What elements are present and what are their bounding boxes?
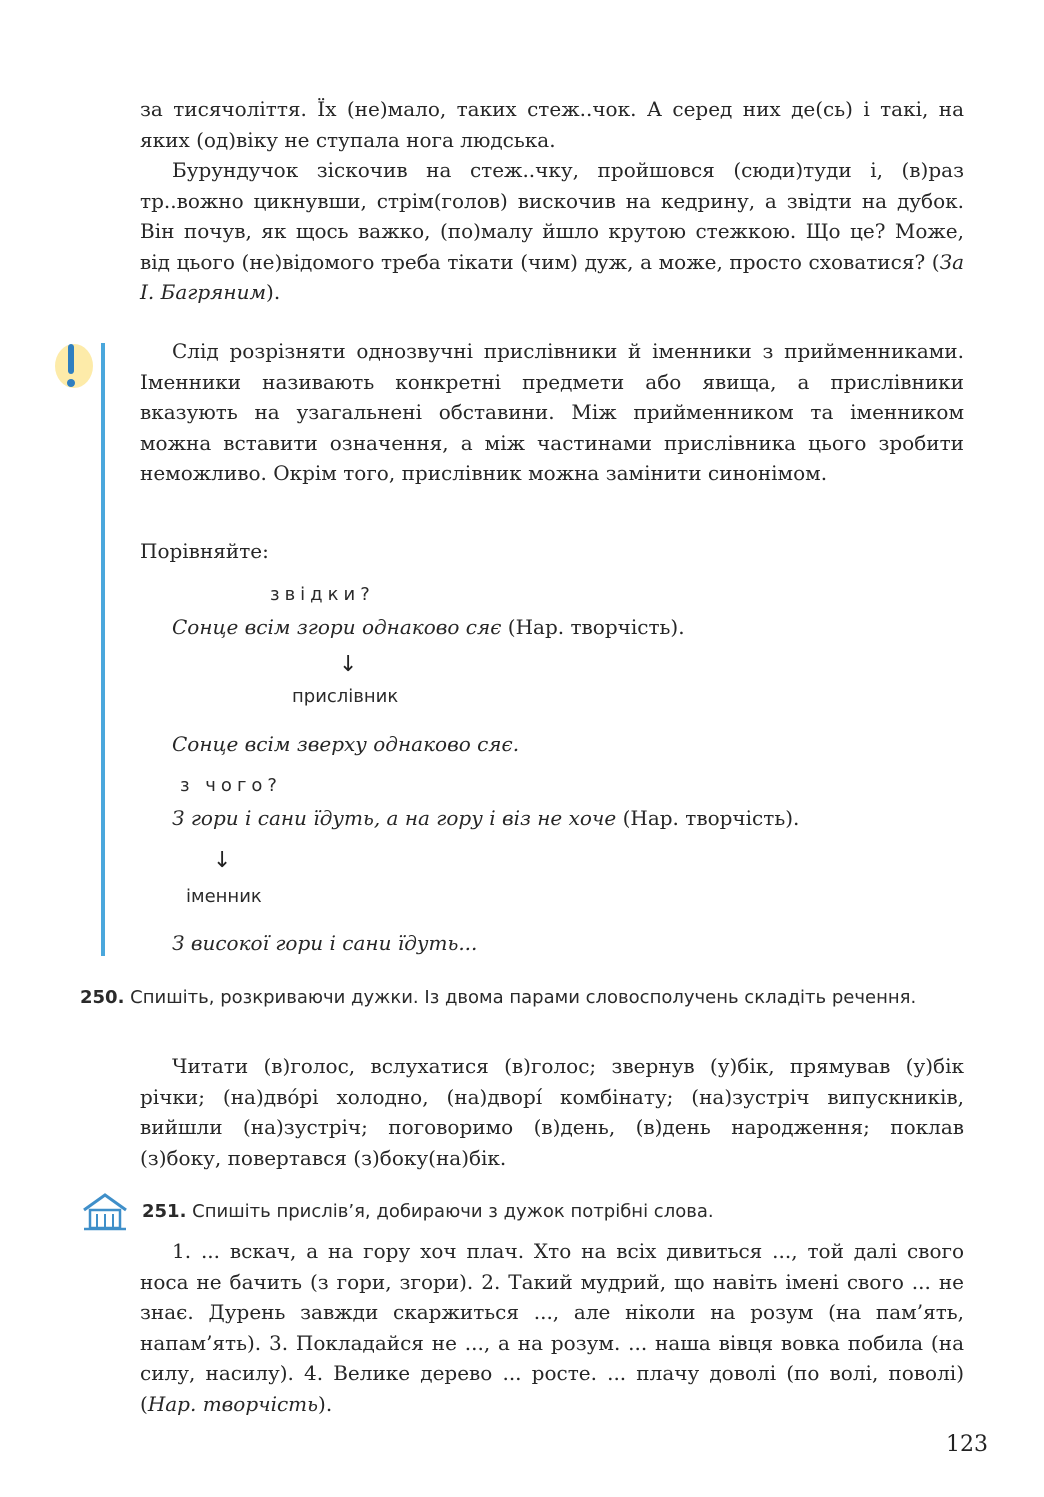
task-251-source: Нар. творчість	[147, 1391, 319, 1416]
rule-text: Слід розрізняти однозвучні прислівники й іменники з прийменниками. Іменники називають конкретні предмети або явища, а прислівники вказують на узагальнені обставини. Між прийменником та іменником можна вставити означення, а між частинами прислівника цього зробити неможливо. Окрім того, прислівник можна замінити синонімом.	[140, 339, 964, 485]
homework-house-icon	[80, 1192, 130, 1232]
rule-accent-bar	[101, 343, 105, 956]
task-250-text: Читати (в)голос, вслухатися (в)голос; звернув (у)бік, прямував (у)бік річки; (на)двóрі холодно, (на)дворí комбінату; (на)зустріч випускників, вийшли (на)зустріч; поговоримо (в)день, (в)день народження; поклав (з)боку, повертався (з)боку(на)бік.	[140, 1054, 964, 1170]
example-1: Сонце всім згори однаково сяє (Нар. творчість).	[172, 615, 685, 639]
arrow-down-icon: ↓	[339, 652, 358, 677]
example-2: Сонце всім зверху однаково сяє.	[172, 732, 520, 756]
compare-label: Порівняйте:	[140, 539, 269, 563]
task-250-number: 250.	[80, 987, 125, 1008]
task-250-heading	[80, 984, 964, 1011]
task-251-instruction: Спишіть прислів’я, добираючи з дужок потрібні слова.	[192, 1201, 714, 1222]
question-from-what: з чого?	[180, 775, 282, 796]
task-251-heading	[142, 1198, 964, 1225]
task-251-text: 1. ... вскач, а на гору хоч плач. Хто на всіх дивиться ..., той далі свого носа не бачить (з гори, згори). 2. Такий мудрий, що навіть імені свого ... не знає. Дурень завжди скаржиться ..., але ніколи на розум (на пам’ять, напам’ять). 3. Покладайся не ..., а на розум. ... наша вівця вовка побила (на силу, насилу). 4. Велике дерево ... росте. ... плачу доволі (по волі, поволі) (Нар. творчість).	[140, 1239, 964, 1416]
page-number: 123	[946, 1432, 988, 1457]
question-where-from: звідки?	[270, 584, 375, 605]
label-adverb: прислівник	[292, 686, 399, 707]
example-4: З високої гори і сани їдуть...	[172, 931, 478, 955]
intro-paragraph-1: за тисячоліття. Їх (не)мало, таких стеж..чок. А серед них де(сь) і такі, на яких (од)віку не ступала нога людська.	[140, 97, 964, 152]
label-noun: іменник	[186, 886, 262, 907]
example-3: З гори і сани їдуть, а на гору і віз не хоче (Нар. творчість).	[172, 806, 800, 830]
intro-paragraph-2: Бурундучок зіскочив на стеж..чку, пройшовся (сюди)туди і, (в)раз тр..вожно цикнувши, стрім(голов) вискочив на кедрину, а звідти на дубок. Він почув, як щось важко, (по)малу йшло крутою стежкою. Що це? Може, від цього (не)відомого треба тікати (чим) дуж, а може, просто сховатися? (За І. Багряним).	[140, 158, 964, 304]
arrow-down-icon: ↓	[213, 848, 232, 873]
task-250-instruction: Спишіть, розкриваючи дужки. Із двома парами словосполучень складіть речення.	[130, 987, 917, 1008]
task-251-number: 251.	[142, 1201, 187, 1222]
intro-source: За І. Багряним	[140, 249, 964, 304]
attention-icon	[48, 336, 94, 392]
